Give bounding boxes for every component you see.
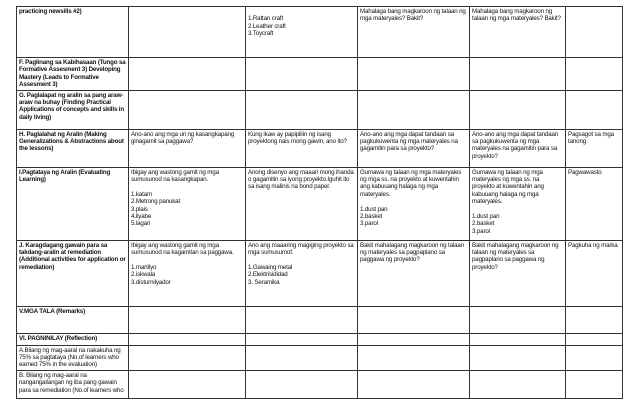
- cell-list: [358, 167, 470, 240]
- cell: [566, 58, 623, 91]
- cell: Kung ikaw ay papipiliin ng isang proyektong nais mong gawin, ano ito?: [246, 129, 358, 167]
- cell: [129, 345, 246, 370]
- cell: Mahalaga bang magkaroon ng talaan ng mga materyales? Bakit?: [358, 7, 470, 58]
- cell: Ano-ano ang mga dapat tandaan sa pagkukuwenta ng mga materyales na gagamitin para sa proyekto?: [358, 129, 470, 167]
- cell: [246, 333, 358, 345]
- row-label-practicing: practicing newsills #2): [17, 7, 129, 58]
- cell: [358, 333, 470, 345]
- cell-list: [246, 167, 358, 240]
- cell-line: 1.martilyo: [131, 263, 157, 271]
- row-label-a: A.Bilang ng mag-aaral na nakakuha ng 75% sa pagtataya (No.of learners who earned 75% in the evaluation): [17, 345, 129, 370]
- cell: Mahalaga bang magkaroon ng talaan ng mga materyales? Bakit?: [470, 7, 566, 58]
- cell-line: 2.iskwala: [131, 271, 156, 279]
- cell: [129, 7, 246, 58]
- cell-line: 2.Leather craft: [248, 22, 286, 30]
- cell: [566, 345, 623, 370]
- cell-list: [358, 240, 470, 306]
- cell-line: 3.parol: [472, 227, 490, 235]
- cell-line: 2.Elektrisididad: [248, 271, 288, 279]
- cell: [470, 370, 566, 398]
- cell: [246, 58, 358, 91]
- cell: Pagsagot sa mga tanong: [566, 129, 623, 167]
- cell: [566, 370, 623, 398]
- cell: [566, 306, 623, 333]
- row-label-b: B. Bilang ng mag-aaral na nangangailangan ng iba pang gawain para sa remediation (No.of learners who: [17, 370, 129, 398]
- table-row: [17, 333, 623, 345]
- cell: [470, 306, 566, 333]
- cell: [358, 370, 470, 398]
- cell-line: 3. Seramika: [248, 278, 280, 286]
- cell: [129, 90, 246, 129]
- row-label-h: H. Paglalahat ng Aralin (Making Generalizations & Abstractions about the lessons): [17, 129, 129, 167]
- table-row: [17, 370, 623, 398]
- cell-list: [566, 167, 623, 240]
- cell-line: Gumawa ng talaan ng mga materyales ng mga ss. na proyekto at kuwentahin ang kabuuang halaga ng mga materyales.: [472, 168, 546, 206]
- lesson-plan-table: [16, 6, 623, 399]
- cell-line: 2.Metrong panukat: [131, 198, 181, 206]
- cell-line: Bakit mahalagang magkaroon ng talaan ng materyales sa pagpaplano sa paggawa ng proyekto?: [472, 241, 561, 271]
- row-label-f: F. Paglinang sa Kabihasaan (Tungo sa Formative Assesment 3) Developing Mastery (Leads to Formative Assesment 3): [17, 58, 129, 91]
- cell-line: 3.disturnilyador: [131, 278, 171, 286]
- cell-line: Ibigay ang wastong gamit ng mga sumusunod na kasangkapan.: [131, 168, 221, 184]
- cell: [358, 58, 470, 91]
- cell-line: 3.Toycraft: [248, 30, 274, 38]
- cell: [470, 58, 566, 91]
- table-row: [17, 306, 623, 333]
- cell-line: [360, 198, 467, 205]
- cell-list: [129, 167, 246, 240]
- table-row: [17, 58, 623, 91]
- cell: [246, 345, 358, 370]
- cell-line: 1.dust pan: [360, 205, 388, 213]
- cell-line: 3.parol: [360, 220, 378, 228]
- cell-list: [470, 167, 566, 240]
- cell-line: Gumawa ng talaan ng mga materyales ng mga ss. na proyekto at kuwentahin ang kabuuang halaga ng mga materyales.: [360, 168, 463, 198]
- cell-line: 3.plais: [131, 205, 148, 213]
- cell-line: [131, 183, 243, 190]
- cell-list: [246, 240, 358, 306]
- cell: [246, 306, 358, 333]
- cell: [246, 90, 358, 129]
- cell-line: 5.lagari: [131, 220, 151, 228]
- cell: [566, 7, 623, 58]
- cell: [470, 345, 566, 370]
- cell-line: 1.katam: [131, 190, 152, 198]
- cell-list: [470, 240, 566, 306]
- cell-list: [246, 7, 358, 58]
- cell-line: Anong disenyo ang maaari mong ihanda o gagamitin sa iyong proyekto.Iguhit ito sa isang malinis na bond paper.: [248, 168, 356, 191]
- table-row: [17, 7, 623, 58]
- table-row: [17, 129, 623, 167]
- cell: [129, 306, 246, 333]
- row-label-vi: VI. PAGNINILAY (Reflection): [17, 333, 129, 345]
- cell: [566, 333, 623, 345]
- cell-line: 1.dust pan: [472, 213, 500, 221]
- cell-list: [129, 240, 246, 306]
- cell: [358, 90, 470, 129]
- cell-line: 4.liyabe: [131, 213, 152, 221]
- cell-line: Ibigay ang wastong gamit ng mga sumusunod na kagamitan sa paggawa.: [131, 241, 234, 257]
- cell-line: Ano ang maaaring magiging proyekto sa mga sumusumof.: [248, 241, 356, 257]
- lesson-plan-sheet: [16, 6, 622, 399]
- row-label-g: G. Paglalapat ng aralin sa pang araw-araw na buhay (Finding Practical Applications of concepts and skills in daily living): [17, 90, 129, 129]
- cell-line: [248, 256, 355, 263]
- cell: [129, 370, 246, 398]
- cell: [470, 90, 566, 129]
- table-row: [17, 240, 623, 306]
- cell-line: 1.Gawaing metal: [248, 263, 293, 271]
- row-label-v: V.MGA TALA (Remarks): [17, 306, 129, 333]
- row-label-j: J. Karagdagang gawain para sa takdang-aralin at remediation (Additional activities for application or remediation): [17, 240, 129, 306]
- cell-line: 1.Rattan craft: [248, 15, 284, 23]
- cell-line: Pagkuha ng marka: [568, 241, 618, 249]
- cell-line: Pagwawasto: [568, 168, 602, 176]
- cell: [358, 345, 470, 370]
- table-row: [17, 167, 623, 240]
- cell: Ano-ano ang mga dapat tandaan sa pagkukuwenta ng mga materyales na gagamitin para sa proyekto?: [470, 129, 566, 167]
- cell-line: 2.basket: [472, 220, 495, 228]
- cell-line: [131, 256, 243, 263]
- cell-list: [566, 240, 623, 306]
- cell: [129, 333, 246, 345]
- cell: [358, 306, 470, 333]
- table-row: [17, 90, 623, 129]
- cell: [129, 58, 246, 91]
- cell-line: [472, 206, 563, 213]
- cell-line: Bakit mahalagang magkaroon ng talaan ng materyales sa pagpaplano sa paggawa ng proyekto?: [360, 241, 466, 264]
- cell: [566, 90, 623, 129]
- cell: [246, 370, 358, 398]
- cell-line: 2.basket: [360, 213, 383, 221]
- table-row: [17, 345, 623, 370]
- cell: [470, 333, 566, 345]
- row-label-i: I.Pagtataya ng Aralin (Evaluating Learning): [17, 167, 129, 240]
- cell: Ano-ano ang mga uri ng kasangkapang ginagamit sa paggawa?: [129, 129, 246, 167]
